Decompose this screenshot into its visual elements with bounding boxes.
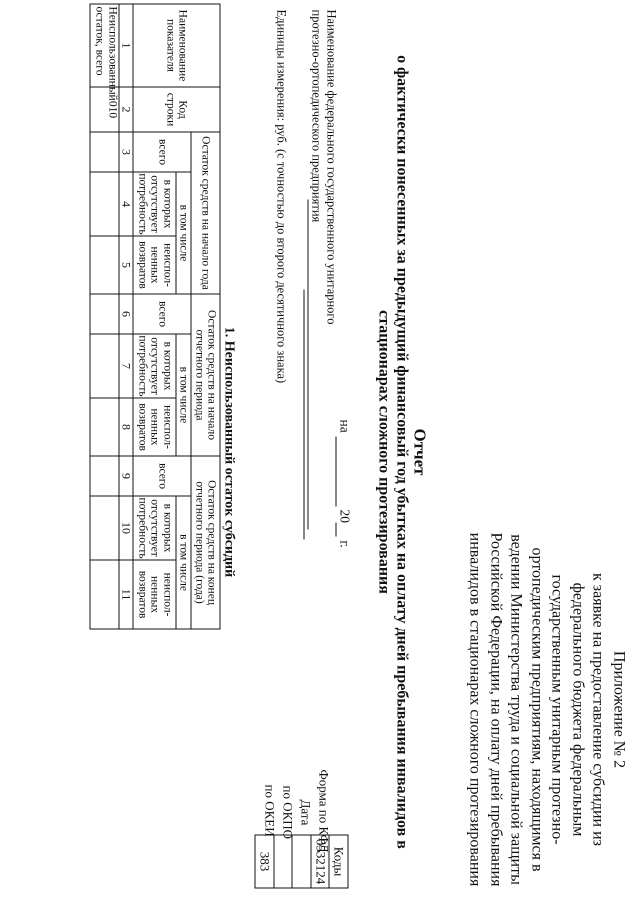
header-total: всего	[133, 294, 191, 334]
section-title: 1. Неиспользованный остаток субсидий	[221, 326, 237, 578]
header-no-need: в которых отсутствует потребность	[133, 334, 176, 398]
header-total: всего	[133, 456, 191, 496]
header-total: всего	[133, 132, 191, 172]
report-title-main: Отчет	[410, 428, 430, 476]
codes-table	[255, 835, 349, 889]
header-indicator-name: Наименование показателя	[133, 4, 220, 87]
code-okei: 383	[256, 835, 275, 888]
appendix-line: ортопедическим предприятиям, находящимся в	[528, 547, 546, 872]
header-unused-returns: неиспол-ненных возвратов	[133, 236, 176, 294]
okei-label: по ОКЕИ	[262, 784, 278, 837]
header-start-year: Остаток средств на начало года	[191, 132, 220, 294]
header-end-period: Остаток средств на конец отчетного периода (года)	[191, 456, 220, 629]
cell-empty	[90, 398, 119, 456]
appendix-line: Приложение № 2	[610, 650, 628, 769]
form-kfd-label: Форма по КФД	[316, 769, 332, 853]
year-blank	[336, 523, 353, 537]
appendix-line: ведении Министерства труда и социальной защиты	[508, 534, 525, 885]
row-name-unused-total: Неиспользованный остаток, всего	[90, 4, 119, 87]
cell-empty	[90, 560, 119, 629]
header-start-period: Остаток средств на начало отчетного периода	[191, 294, 220, 456]
okpo-label: по ОКПО	[280, 785, 296, 840]
enterprise-label: Наименование федерального государственного унитарного протезно-ортопедического предприятия	[309, 9, 339, 325]
date-label: Дата	[298, 799, 314, 826]
report-date-line: на 20 г.	[337, 419, 353, 548]
cell-empty	[90, 496, 119, 560]
cell-empty	[90, 236, 119, 294]
table-row	[90, 4, 119, 629]
row-code-010: 010	[90, 87, 119, 132]
header-no-need: в которых отсутствует потребность	[133, 172, 176, 236]
header-including: в том числе	[176, 334, 191, 456]
appendix-line: инвалидов в стационарах сложного протезирования	[467, 532, 484, 887]
report-title	[375, 0, 429, 905]
header-no-need: в которых отсутствует потребность	[133, 496, 176, 560]
cell-empty	[90, 456, 119, 496]
code-okpo	[274, 835, 293, 888]
subsidy-balance-table	[90, 4, 221, 630]
date-blank	[336, 436, 353, 506]
cell-empty	[90, 132, 119, 172]
column-number-row: 1 2 3 4 5 6 7 8 9 10 11	[119, 4, 133, 629]
header-unused-returns: неиспол-ненных возвратов	[133, 398, 176, 456]
header-including: в том числе	[176, 496, 191, 629]
cell-empty	[90, 334, 119, 398]
enterprise-field-line-2	[304, 290, 305, 540]
code-kfd: 0532124	[311, 835, 330, 888]
code-date	[293, 835, 312, 888]
appendix-line: государственным унитарным протезно-	[549, 574, 566, 845]
appendix-line: к заявке на предоставление субсидии из	[590, 573, 607, 846]
header-unused-returns: неиспол-ненных возвратов	[133, 560, 176, 629]
report-title-sub: о фактически понесенных за предыдущий финансовый год убытках на оплату дней пребывания инвалидов в стационарах сложного протезирования	[375, 55, 411, 849]
codes-header: Коды	[330, 835, 349, 888]
cell-empty	[90, 172, 119, 236]
header-including: в том числе	[176, 172, 191, 294]
cell-empty	[90, 294, 119, 334]
enterprise-field-line	[308, 200, 309, 530]
appendix-line: Российской Федерации, на оплату дней пребывания	[487, 532, 505, 887]
appendix-block	[465, 530, 629, 890]
header-row-code: Код строки	[133, 87, 220, 132]
appendix-line: федерального бюджета федеральным	[569, 582, 587, 837]
document-sheet	[1, 0, 640, 905]
units-label: Единицы измерения: руб. (с точностью до второго десятичного знака)	[274, 9, 289, 384]
